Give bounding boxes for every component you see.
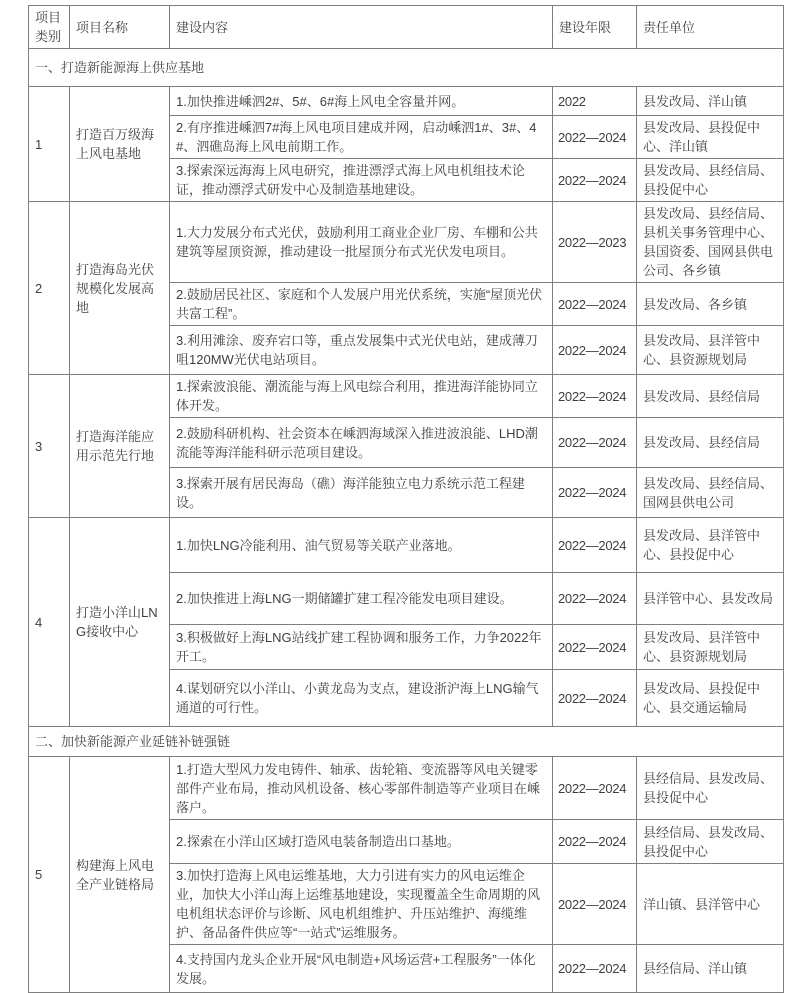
units-cell: 县发改局、县经信局 (637, 375, 784, 418)
col-header-category: 项目类别 (29, 6, 70, 49)
units-cell: 县经信局、县发改局、县投促中心 (637, 820, 784, 864)
content-cell: 4.支持国内龙头企业开展“风电制造+风场运营+工程服务”一体化发展。 (170, 945, 553, 993)
units-cell: 县经信局、县发改局、县投促中心 (637, 757, 784, 820)
units-cell: 县发改局、洋山镇 (637, 87, 784, 116)
content-cell: 3.加快打造海上风电运维基地，大力引进有实力的风电运维企业，加快大小洋山海上运维基地建设，实现覆盖全生命周期的风电机组状态评价与诊断、风电机组维护、升压站维护、海缆维护、备品备件供应等“一站式”运维服务。 (170, 864, 553, 945)
years-cell: 2022—2024 (553, 375, 637, 418)
project-no-cell: 2 (29, 202, 70, 375)
years-cell: 2022—2024 (553, 518, 637, 573)
content-cell: 1.大力发展分布式光伏，鼓励利用工商业企业厂房、车棚和公共建筑等屋顶资源，推动建设一批屋顶分布式光伏发电项目。 (170, 202, 553, 283)
years-cell: 2022—2024 (553, 468, 637, 518)
content-cell: 1.打造大型风力发电铸件、轴承、齿轮箱、变流器等风电关键零部件产业布局，推动风机设备、核心零部件制造等产业项目在嵊落户。 (170, 757, 553, 820)
project-no-cell: 4 (29, 518, 70, 727)
units-cell: 县发改局、县经信局、县投促中心 (637, 159, 784, 202)
project-name-cell: 打造小洋山LNG接收中心 (70, 518, 170, 727)
project-name-cell: 构建海上风电全产业链格局 (70, 757, 170, 993)
col-header-years: 建设年限 (553, 6, 637, 49)
content-cell: 2.鼓励科研机构、社会资本在嵊泗海域深入推进波浪能、LHD潮流能等海洋能科研示范项目建设。 (170, 418, 553, 468)
years-cell: 2022—2024 (553, 864, 637, 945)
years-cell: 2022—2024 (553, 283, 637, 326)
units-cell: 县经信局、洋山镇 (637, 945, 784, 993)
units-cell: 县洋管中心、县发改局 (637, 573, 784, 625)
header-row (29, 6, 784, 49)
content-cell: 2.鼓励居民社区、家庭和个人发展户用光伏系统，实施“屋顶光伏共富工程”。 (170, 283, 553, 326)
table-header (29, 6, 784, 49)
col-header-project-name: 项目名称 (70, 6, 170, 49)
units-cell: 县发改局、县经信局、国网县供电公司 (637, 468, 784, 518)
projects-table (28, 5, 784, 993)
section-header-row (29, 727, 784, 757)
content-cell: 3.探索开展有居民海岛（礁）海洋能独立电力系统示范工程建设。 (170, 468, 553, 518)
units-cell: 县发改局、县洋管中心、县投促中心 (637, 518, 784, 573)
units-cell: 洋山镇、县洋管中心 (637, 864, 784, 945)
years-cell: 2022—2024 (553, 418, 637, 468)
units-cell: 县发改局、县经信局 (637, 418, 784, 468)
content-cell: 3.积极做好上海LNG站线扩建工程协调和服务工作，力争2022年开工。 (170, 625, 553, 670)
project-name-cell: 打造海洋能应用示范先行地 (70, 375, 170, 518)
years-cell: 2022—2024 (553, 945, 637, 993)
project-no-cell: 3 (29, 375, 70, 518)
table-body (29, 49, 784, 993)
years-cell: 2022—2024 (553, 326, 637, 375)
project-item-row (29, 87, 784, 116)
project-item-row (29, 375, 784, 418)
units-cell: 县发改局、县经信局、县机关事务管理中心、县国资委、国网县供电公司、各乡镇 (637, 202, 784, 283)
content-cell: 1.探索波浪能、潮流能与海上风电综合利用，推进海洋能协同立体开发。 (170, 375, 553, 418)
project-no-cell: 5 (29, 757, 70, 993)
section-title: 二、加快新能源产业延链补链强链 (29, 727, 784, 757)
section-header-row (29, 49, 784, 87)
content-cell: 4.谋划研究以小洋山、小黄龙岛为支点，建设浙沪海上LNG输气通道的可行性。 (170, 670, 553, 727)
content-cell: 2.加快推进上海LNG一期储罐扩建工程冷能发电项目建设。 (170, 573, 553, 625)
content-cell: 2.有序推进嵊泗7#海上风电项目建成并网，启动嵊泗1#、3#、4#、泗礁岛海上风电前期工作。 (170, 116, 553, 159)
content-cell: 3.探索深远海海上风电研究，推进漂浮式海上风电机组技术论证，推动漂浮式研发中心及制造基地建设。 (170, 159, 553, 202)
col-header-content: 建设内容 (170, 6, 553, 49)
years-cell: 2022—2024 (553, 757, 637, 820)
project-name-cell: 打造百万级海上风电基地 (70, 87, 170, 202)
project-no-cell: 1 (29, 87, 70, 202)
project-name-cell: 打造海岛光伏规模化发展高地 (70, 202, 170, 375)
content-cell: 2.探索在小洋山区域打造风电装备制造出口基地。 (170, 820, 553, 864)
project-item-row (29, 757, 784, 820)
years-cell: 2022—2024 (553, 670, 637, 727)
project-item-row (29, 202, 784, 283)
years-cell: 2022—2024 (553, 820, 637, 864)
units-cell: 县发改局、县洋管中心、县资源规划局 (637, 326, 784, 375)
years-cell: 2022—2024 (553, 159, 637, 202)
section-title: 一、打造新能源海上供应基地 (29, 49, 784, 87)
units-cell: 县发改局、各乡镇 (637, 283, 784, 326)
units-cell: 县发改局、县投促中心、县交通运输局 (637, 670, 784, 727)
content-cell: 3.利用滩涂、废弃宕口等，重点发展集中式光伏电站，建成薄刀咀120MW光伏电站项目。 (170, 326, 553, 375)
years-cell: 2022—2024 (553, 116, 637, 159)
years-cell: 2022—2024 (553, 625, 637, 670)
years-cell: 2022—2024 (553, 573, 637, 625)
content-cell: 1.加快推进嵊泗2#、5#、6#海上风电全容量并网。 (170, 87, 553, 116)
project-item-row (29, 518, 784, 573)
units-cell: 县发改局、县洋管中心、县资源规划局 (637, 625, 784, 670)
years-cell: 2022 (553, 87, 637, 116)
content-cell: 1.加快LNG冷能利用、油气贸易等关联产业落地。 (170, 518, 553, 573)
years-cell: 2022—2023 (553, 202, 637, 283)
units-cell: 县发改局、县投促中心、洋山镇 (637, 116, 784, 159)
col-header-responsible-units: 责任单位 (637, 6, 784, 49)
